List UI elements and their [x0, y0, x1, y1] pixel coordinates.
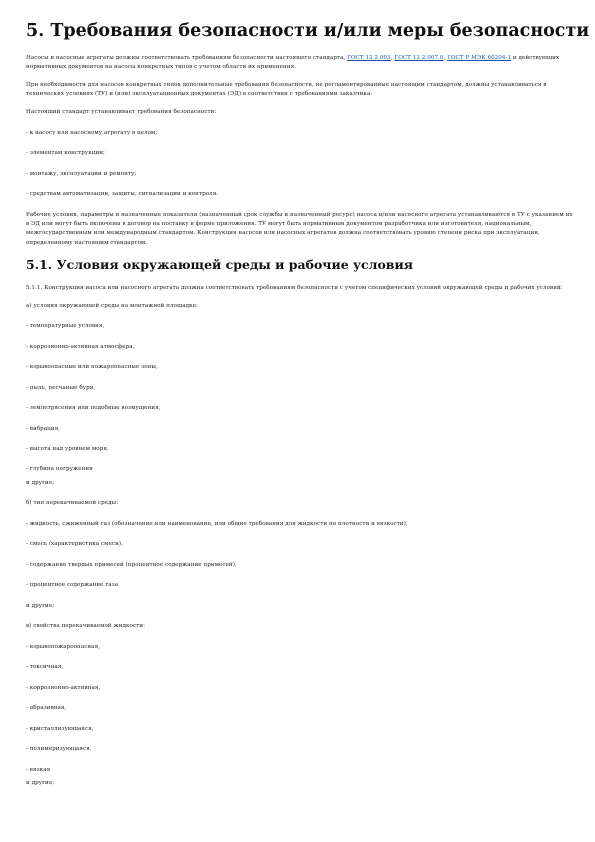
list-item: - монтажу, эксплуатации и ремонту;	[26, 170, 137, 177]
intro-p1-text-a: Насосы и насосные агрегаты должны соответствовать требованиям безопасности настоящего стандарта,	[26, 55, 348, 61]
intro-paragraph-3: Настоящий стандарт устанавливает требования безопасности:	[26, 109, 217, 116]
intro-paragraph-1	[26, 54, 574, 73]
list-item: - абразивная,	[26, 705, 67, 712]
list-item: - высота над уровнем моря,	[26, 445, 109, 452]
list-item: - пыль, песчаные бури,	[26, 384, 96, 391]
subsection-b-heading: б) тип перекачиваемой среды:	[26, 500, 119, 507]
intro-paragraph-2: При необходимости для насосов конкретных типов дополнительные требования безопасности, не регламентированные настоящим стандартом, должны устанавливаться в технических условиях (ТУ) и (или) эксплуатационных документах (ЭД) в соответствии с требованиями заказчика.	[26, 82, 547, 98]
gost-12-2-003-link[interactable]: ГОСТ 12.2.003	[347, 55, 391, 61]
gost-r-iec-60204-1-link[interactable]: ГОСТ Р МЭК 60204-1	[447, 55, 512, 61]
list-item: - вибрация,	[26, 425, 61, 432]
list-item: - взрывопожароопасная,	[26, 643, 100, 650]
list-item: - вязкая	[26, 766, 51, 773]
subsection-a-other: и другие;	[26, 479, 55, 486]
list-item: - смесь (характеристика смеси),	[26, 541, 123, 548]
subsection-a-heading: а) условия окружающей среды на монтажной площадке:	[26, 302, 198, 309]
list-item: - глубина погружения	[26, 466, 93, 473]
page-title: 5. Требования безопасности и/или меры безопасности	[26, 21, 590, 41]
list-item: - коррозионно-активная атмосфера,	[26, 343, 135, 350]
list-item: - температурные условия,	[26, 323, 105, 330]
list-item: - токсичная,	[26, 664, 64, 671]
list-item: - к насосу или насосному агрегату в целом;	[26, 129, 158, 136]
list-item: - взрывоопасные или пожароопасные зоны,	[26, 364, 158, 371]
list-item: - кристаллизующаяся,	[26, 725, 94, 732]
intro-p1-sep2: ,	[443, 55, 448, 61]
list-item: - землетрясения или подобные возмущения,	[26, 405, 161, 412]
list-item: - процентное содержание газа	[26, 582, 119, 589]
section-title: 5.1. Условия окружающей среды и рабочие условия	[26, 256, 413, 272]
intro-p1-sep1: ,	[390, 55, 395, 61]
intro-paragraph-4: Рабочие условия, параметры и назначенные показатели (назначенный срок службы и назначенный ресурс) насоса и/или насосного агрегата устанавливаются в ТУ с указанием их в ЭД или могут быть включены в договор на поставку в форме приложения. ТУ могут быть нормативным документом разработчика или изготовителя, национальным, межгосударственным или международным стандартом. Конструкция насосов или насосных агрегатов должна соответствовать уровню степени риска при эксплуатации, определенному настоящим стандартом.	[26, 211, 573, 246]
gost-12-2-007-0-link[interactable]: ГОСТ 12.2.007.0	[394, 55, 444, 61]
document-page	[26, 20, 590, 799]
list-item: - средствам автоматизации, защиты, сигнализации и контроля.	[26, 191, 219, 198]
list-item: - элементам конструкции;	[26, 150, 105, 157]
list-item: - содержание твердых примесей (процентное содержание примесей),	[26, 561, 237, 568]
subsection-b-other: и другие;	[26, 602, 55, 609]
subsection-c-heading: в) свойства перекачиваемой жидкости:	[26, 623, 146, 630]
subsection-c-other: и другие;	[26, 779, 55, 786]
list-item: - коррозионно-активная,	[26, 684, 101, 691]
intro-p1-text-b: и действующих нормативных документов на насосы конкретных типов с учетом области их применения.	[26, 55, 560, 71]
section-paragraph-1: 5.1.1. Конструкция насоса или насосного агрегата должна соответствовать требованиям безопасности с учетом специфических условий окружающей среды и рабочих условий:	[26, 284, 563, 291]
list-item: - жидкость, сжиженный газ (обозначение или наименование, или общие требования для жидкости по плотности и вязкости),	[26, 520, 408, 527]
list-item: - полимеризующаяся,	[26, 746, 92, 753]
